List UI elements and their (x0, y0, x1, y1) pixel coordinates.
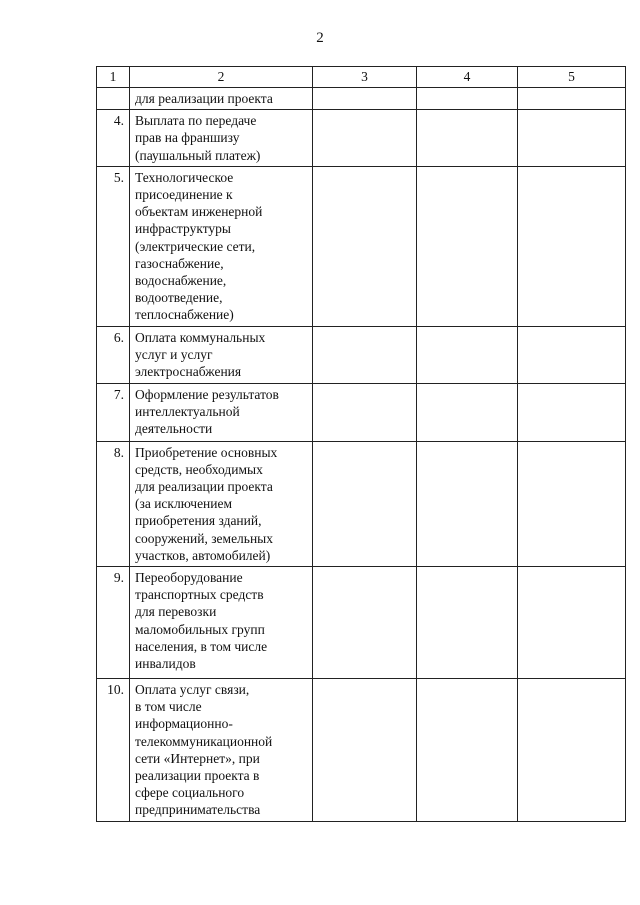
row-description (130, 166, 313, 326)
row-description (130, 326, 313, 383)
row-cell-col-5 (518, 679, 626, 822)
row-description-text: Оформление результатов интеллектуальной деятельности (135, 386, 279, 437)
row-cell-col-3 (313, 441, 417, 566)
row-description (130, 88, 313, 110)
row-cell-col-3 (313, 110, 417, 167)
row-cell-col-5 (518, 441, 626, 566)
row-description (130, 383, 313, 441)
data-table (96, 66, 626, 822)
row-number: 6. (97, 326, 130, 383)
row-description-text: Оплата услуг связи, в том числе информационно- телекоммуникационной сети «Интернет», при реализации проекта в сфере социального предпринимательства (135, 682, 273, 818)
row-number: 5. (97, 166, 130, 326)
row-cell-col-3 (313, 166, 417, 326)
row-description-text: Приобретение основных средств, необходимых для реализации проекта (за исключением приобретения зданий, сооружений, земельных участков, автомобилей) (135, 444, 278, 563)
table-row (97, 326, 626, 383)
row-cell-col-3 (313, 383, 417, 441)
row-description (130, 110, 313, 167)
row-number: 8. (97, 441, 130, 566)
header-col-1: 1 (97, 67, 130, 88)
row-cell-col-5 (518, 110, 626, 167)
row-number: 9. (97, 567, 130, 679)
header-col-4: 4 (417, 67, 518, 88)
row-cell-col-5 (518, 88, 626, 110)
row-description (130, 679, 313, 822)
table-row (97, 166, 626, 326)
row-cell-col-5 (518, 383, 626, 441)
header-col-2: 2 (130, 67, 313, 88)
table-row (97, 88, 626, 110)
row-description (130, 441, 313, 566)
row-description-text: Технологическое присоединение к объектам инженерной инфраструктуры (электрические сети, газоснабжение, водоснабжение, водоотведение, теплоснабжение) (135, 169, 263, 323)
row-number: 10. (97, 679, 130, 822)
row-cell-col-5 (518, 166, 626, 326)
row-description-text: Оплата коммунальных услуг и услуг электроснабжения (135, 329, 266, 380)
row-number (97, 88, 130, 110)
row-cell-col-4 (417, 679, 518, 822)
row-number: 4. (97, 110, 130, 167)
row-cell-col-4 (417, 567, 518, 679)
row-cell-col-3 (313, 679, 417, 822)
page-number: 2 (316, 30, 324, 46)
row-cell-col-3 (313, 567, 417, 679)
row-cell-col-4 (417, 441, 518, 566)
row-cell-col-5 (518, 567, 626, 679)
table-row (97, 110, 626, 167)
row-description-text: Выплата по передаче прав на франшизу (паушальный платеж) (135, 113, 261, 163)
row-cell-col-4 (417, 88, 518, 110)
table-row (97, 383, 626, 441)
row-cell-col-4 (417, 326, 518, 383)
table-row (97, 567, 626, 679)
row-cell-col-4 (417, 383, 518, 441)
row-description (130, 567, 313, 679)
table-row (97, 679, 626, 822)
row-cell-col-4 (417, 166, 518, 326)
table-row (97, 441, 626, 566)
row-number: 7. (97, 383, 130, 441)
row-description-text: Переоборудование транспортных средств для перевозки маломобильных групп населения, в том числе инвалидов (135, 570, 268, 672)
header-col-5: 5 (518, 67, 626, 88)
header-col-3: 3 (313, 67, 417, 88)
row-description-text: для реализации проекта (135, 91, 273, 106)
table-header-row (97, 67, 626, 88)
row-cell-col-3 (313, 326, 417, 383)
row-cell-col-3 (313, 88, 417, 110)
row-cell-col-4 (417, 110, 518, 167)
row-cell-col-5 (518, 326, 626, 383)
